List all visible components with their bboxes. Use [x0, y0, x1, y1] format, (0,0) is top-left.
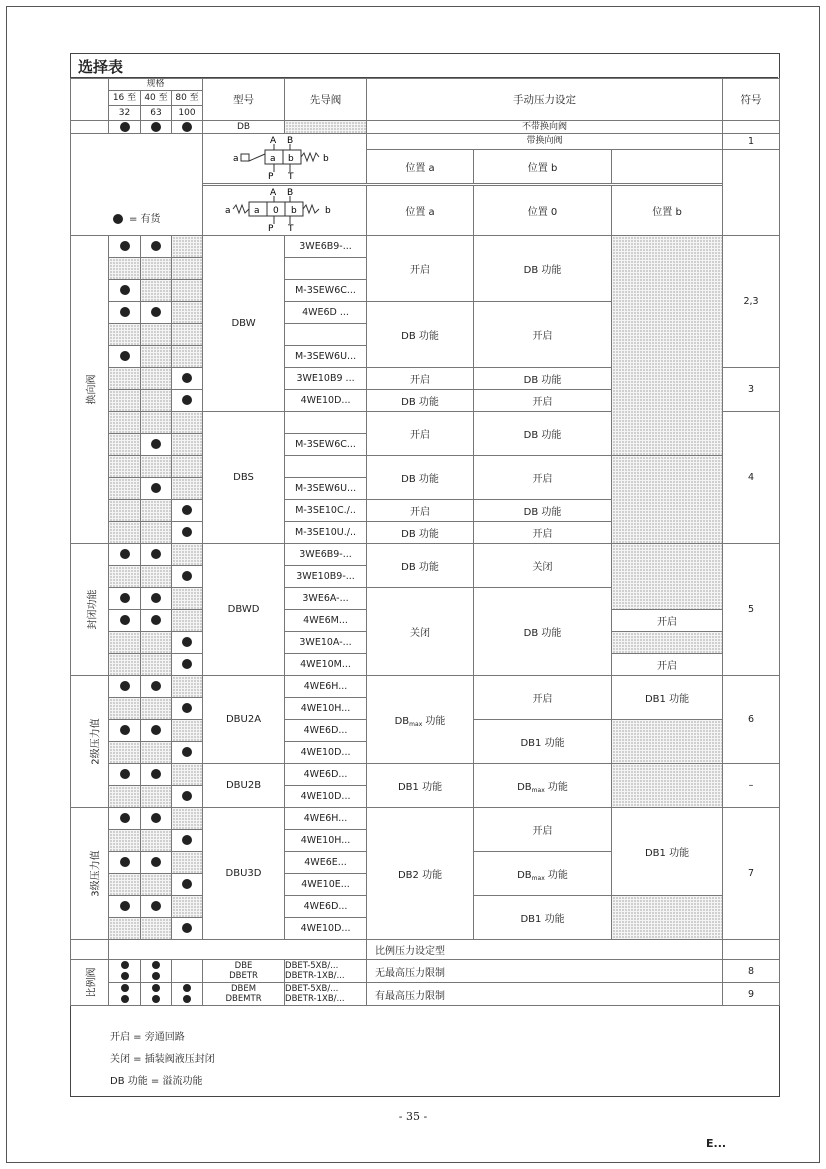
- pilot-valve: 3WE6A-...: [285, 588, 367, 610]
- svg-text:a: a: [270, 154, 276, 164]
- legend-text: = 有货: [129, 214, 161, 225]
- avail-dot: [109, 983, 141, 1006]
- func-db: DB 功能: [367, 390, 474, 412]
- note-open: 开启 = 旁通回路: [110, 1032, 185, 1043]
- model-dbu2a: DBU2A: [203, 676, 285, 764]
- model-dbw: DBW: [203, 236, 285, 412]
- svg-text:P: P: [268, 224, 274, 232]
- func-db1: DB1 功能: [367, 764, 474, 808]
- svg-text:a: a: [254, 206, 260, 216]
- availability-dot-icon: [113, 214, 123, 224]
- pilot-valve: 4WE6D...: [285, 896, 367, 918]
- header-spec: 规格: [109, 79, 203, 91]
- pilot-valve: 4WE6E...: [285, 852, 367, 874]
- page-title: 选择表: [78, 58, 124, 76]
- func-db2: DB2 功能: [367, 808, 474, 940]
- avail-dot: [172, 742, 203, 764]
- size-16-bottom: 32: [109, 106, 141, 121]
- pilot-valve: 4WE6H...: [285, 808, 367, 830]
- pilot-valve: 4WE6D ...: [285, 302, 367, 324]
- corner-mark: E...: [706, 1137, 727, 1150]
- func-closed: 关闭: [367, 588, 474, 676]
- pilot-valve: 4WE6M...: [285, 610, 367, 632]
- avail-dot: [172, 500, 203, 522]
- pilot-valve: 4WE10H...: [285, 698, 367, 720]
- func-open: 开启: [474, 302, 612, 368]
- svg-text:B: B: [287, 188, 294, 198]
- pilot-valve: 4WE10D...: [285, 918, 367, 940]
- avail-dot: [172, 874, 203, 896]
- pilot-valve: 3WE6B9-...: [285, 544, 367, 566]
- func-db1: DB1 功能: [612, 676, 723, 720]
- code-dash: –: [723, 764, 780, 808]
- pilot-valve: 4WE10D...: [285, 786, 367, 808]
- avail-dot: [141, 434, 172, 456]
- model-dbwd: DBWD: [203, 544, 285, 676]
- func-db: DB 功能: [367, 456, 474, 500]
- pilot-valve: 3WE10A-...: [285, 632, 367, 654]
- model-dbu3d: DBU3D: [203, 808, 285, 940]
- db-row-text: 不带换向阀: [367, 121, 723, 134]
- model-db: DB: [203, 121, 285, 134]
- pilot-valve: 4WE6D...: [285, 764, 367, 786]
- avail-dot: [109, 720, 141, 742]
- func-db1: DB1 功能: [474, 896, 612, 940]
- svg-text:b: b: [288, 154, 294, 164]
- pilot-valve: M-3SEW6C...: [285, 280, 367, 302]
- avail-dot: [141, 983, 172, 1006]
- avail-dot: [141, 610, 172, 632]
- avail-dot: [141, 764, 172, 786]
- size-40-bottom: 63: [141, 106, 172, 121]
- pilot-valve: 3WE10B9-...: [285, 566, 367, 588]
- code-2-3: 2,3: [723, 236, 780, 368]
- func-open: 开启: [367, 236, 474, 302]
- func-closed: 关闭: [474, 544, 612, 588]
- avail-dot: [109, 676, 141, 698]
- avail-dot: [141, 896, 172, 918]
- func-open: 开启: [474, 456, 612, 500]
- valve-2pos-symbol-icon: [203, 134, 367, 180]
- code-1: 1: [723, 134, 780, 150]
- pilot-valve: M-3SEW6U...: [285, 346, 367, 368]
- selection-table: [70, 78, 780, 1006]
- pos-a: 位置 a: [367, 186, 474, 236]
- func-dbmax: $DB_{max}$ 功能: [474, 852, 612, 896]
- size-40-top: 40 至: [141, 91, 172, 106]
- func-open: 开启: [474, 522, 612, 544]
- func-open: 开启: [612, 654, 723, 676]
- avail-dot: [109, 960, 141, 983]
- prop-no-limit: 无最高压力限制: [367, 960, 723, 983]
- pilot-valve: M-3SE10C./..: [285, 500, 367, 522]
- func-db1: DB1 功能: [474, 720, 612, 764]
- func-open: 开启: [367, 500, 474, 522]
- func-db: DB 功能: [367, 544, 474, 588]
- size-16-top: 16 至: [109, 91, 141, 106]
- group-label-proportional: 比例阀: [71, 960, 109, 1006]
- svg-text:a: a: [225, 206, 231, 216]
- group-label-closing: 封闭功能: [71, 544, 109, 676]
- code-9: 9: [723, 983, 780, 1006]
- avail-dot: [172, 368, 203, 390]
- pilot-valve: 4WE6D...: [285, 720, 367, 742]
- code-5: 5: [723, 544, 780, 676]
- code-3: 3: [723, 368, 780, 412]
- avail-dot: [109, 610, 141, 632]
- pilot-valve: M-3SEW6U...: [285, 478, 367, 500]
- avail-dot: [109, 302, 141, 324]
- valve-symbol-2pos: [203, 134, 367, 184]
- valve-3pos-symbol-icon: [203, 186, 367, 232]
- code-4: 4: [723, 412, 780, 544]
- avail-dot: [109, 808, 141, 830]
- svg-text:P: P: [268, 172, 274, 180]
- header-pilot: 先导阀: [285, 79, 367, 121]
- avail-dot: [172, 830, 203, 852]
- func-db: DB 功能: [474, 588, 612, 676]
- group-label-2-stage: 2级压力值: [71, 676, 109, 808]
- avail-dot: [109, 280, 141, 302]
- page-number: - 35 -: [398, 1110, 428, 1123]
- pilot-valve: 4WE10E...: [285, 874, 367, 896]
- func-db: DB 功能: [474, 236, 612, 302]
- code-7: 7: [723, 808, 780, 940]
- model-dbu2b: DBU2B: [203, 764, 285, 808]
- prop-models-2: DBEM DBEMTR: [203, 983, 285, 1006]
- avail-dot: [141, 544, 172, 566]
- svg-text:b: b: [291, 206, 297, 216]
- pos-a: 位置 a: [367, 150, 474, 184]
- prop-pilots-1: DBET-5XB/... DBETR-1XB/...: [285, 960, 367, 983]
- valve-symbol-3pos: [203, 186, 367, 236]
- code-8: 8: [723, 960, 780, 983]
- avail-dot: [141, 478, 172, 500]
- pilot-valve: 3WE10B9 ...: [285, 368, 367, 390]
- avail-dot: [172, 522, 203, 544]
- func-open: 开启: [612, 610, 723, 632]
- svg-text:A: A: [270, 188, 277, 198]
- header-blank: [71, 79, 109, 121]
- pilot-valve: 4WE6H...: [285, 676, 367, 698]
- avail-dot: [172, 566, 203, 588]
- prop-models-1: DBE DBETR: [203, 960, 285, 983]
- svg-text:B: B: [287, 136, 294, 146]
- func-db: DB 功能: [474, 368, 612, 390]
- func-open: 开启: [474, 676, 612, 720]
- avail-dot: [141, 852, 172, 874]
- hatched-cell: [285, 121, 367, 134]
- prop-title: 比例压力设定型: [367, 940, 723, 960]
- avail-dot: [172, 121, 203, 134]
- avail-dot: [109, 588, 141, 610]
- avail-dot: [141, 676, 172, 698]
- avail-dot: [172, 983, 203, 1006]
- avail-dot: [172, 654, 203, 676]
- pilot-valve: 3WE6B9-...: [285, 236, 367, 258]
- avail-dot: [141, 236, 172, 258]
- func-open: 开启: [367, 368, 474, 390]
- pilot-valve: 4WE10D...: [285, 390, 367, 412]
- func-dbmax: $DB_{max}$ 功能: [367, 676, 474, 764]
- pilot-valve: 4WE10D...: [285, 742, 367, 764]
- avail-dot: [172, 918, 203, 940]
- size-80-top: 80 至: [172, 91, 203, 106]
- func-db1: DB1 功能: [612, 808, 723, 896]
- size-80-bottom: 100: [172, 106, 203, 121]
- avail-dot: [109, 852, 141, 874]
- legend-cell: [71, 134, 203, 236]
- avail-dot: [141, 302, 172, 324]
- avail-dot: [172, 390, 203, 412]
- prop-limit: 有最高压力限制: [367, 983, 723, 1006]
- pos-b: 位置 b: [612, 186, 723, 236]
- pilot-valve: M-3SE10U./..: [285, 522, 367, 544]
- header-model: 型号: [203, 79, 285, 121]
- avail-dot: [109, 544, 141, 566]
- avail-dot: [141, 121, 172, 134]
- svg-text:b: b: [325, 206, 331, 216]
- note-closed: 关闭 = 插装阀液压封闭: [110, 1054, 215, 1065]
- with-valve-text: 带换向阀: [367, 134, 723, 150]
- svg-text:a: a: [233, 154, 239, 164]
- avail-dot: [109, 896, 141, 918]
- svg-text:0: 0: [273, 206, 279, 216]
- func-db: DB 功能: [367, 522, 474, 544]
- func-open: 开启: [367, 412, 474, 456]
- svg-text:b: b: [323, 154, 329, 164]
- pilot-valve: 4WE10H...: [285, 830, 367, 852]
- avail-dot: [109, 346, 141, 368]
- avail-dot: [141, 588, 172, 610]
- func-db: DB 功能: [474, 412, 612, 456]
- svg-text:T: T: [288, 224, 294, 232]
- group-label-directional: 换向阀: [71, 236, 109, 544]
- model-dbs: DBS: [203, 412, 285, 544]
- pos-b: 位置 b: [474, 150, 612, 184]
- func-db: DB 功能: [367, 302, 474, 368]
- avail-dot: [141, 808, 172, 830]
- avail-dot: [172, 786, 203, 808]
- header-manual-setting: 手动压力设定: [367, 79, 723, 121]
- func-dbmax: $DB_{max}$ 功能: [474, 764, 612, 808]
- pilot-valve: 4WE10M...: [285, 654, 367, 676]
- group-label-3-stage: 3级压力值: [71, 808, 109, 940]
- pos-zero: 位置 0: [474, 186, 612, 236]
- note-db: DB 功能 = 溢流功能: [110, 1076, 203, 1087]
- avail-dot: [172, 632, 203, 654]
- avail-dot: [172, 698, 203, 720]
- func-open: 开启: [474, 808, 612, 852]
- avail-dot: [109, 121, 141, 134]
- code-6: 6: [723, 676, 780, 764]
- avail-dot: [109, 236, 141, 258]
- header-code: 符号: [723, 79, 780, 121]
- svg-text:T: T: [288, 172, 294, 180]
- avail-dot: [141, 720, 172, 742]
- svg-text:A: A: [270, 136, 277, 146]
- avail-dot: [109, 764, 141, 786]
- pilot-valve: M-3SEW6C...: [285, 434, 367, 456]
- prop-pilots-2: DBET-5XB/... DBETR-1XB/...: [285, 983, 367, 1006]
- func-db: DB 功能: [474, 500, 612, 522]
- avail-dot: [141, 960, 172, 983]
- func-open: 开启: [474, 390, 612, 412]
